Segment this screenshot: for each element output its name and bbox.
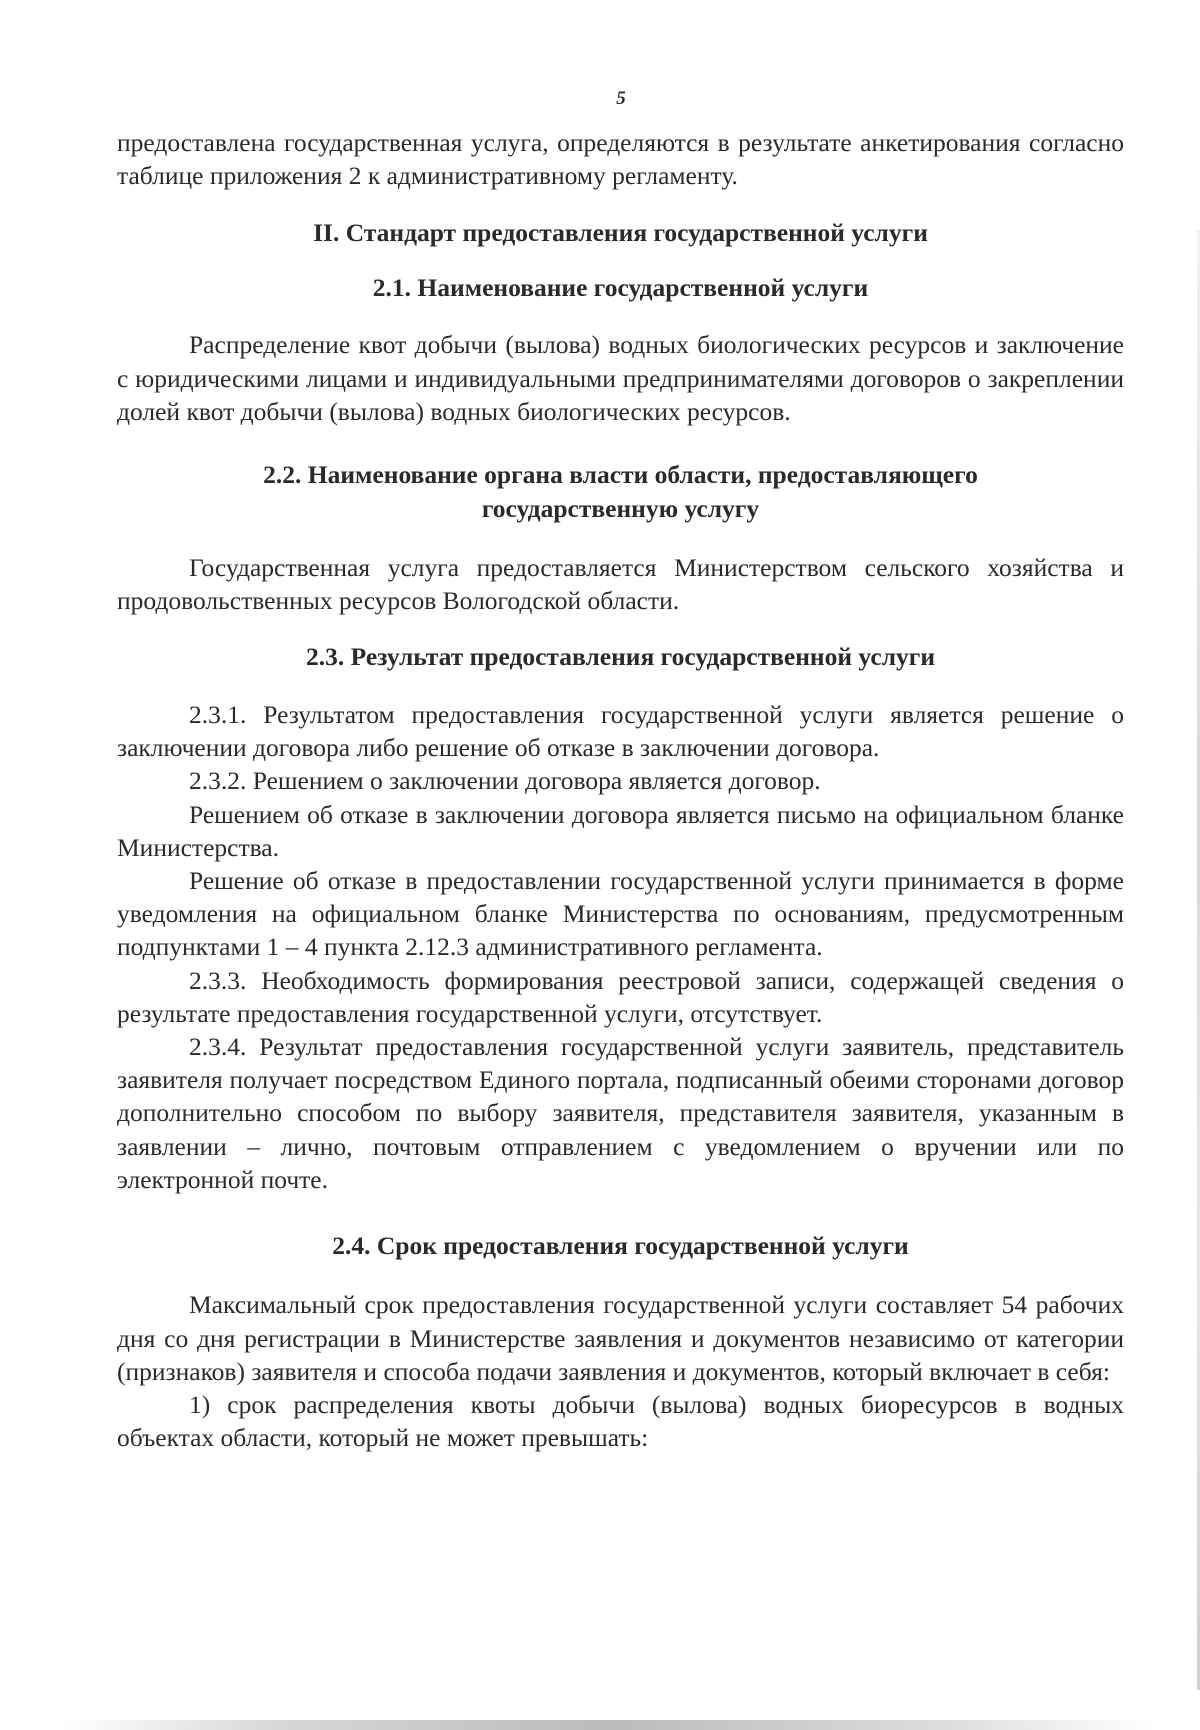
paragraph-2-4: Максимальный срок предоставления государственной услуги составляет 54 рабочих дня со дня регистрации в Министерстве заявления и документов независимо от категории (признаков) заявителя и способа подачи заявления и документов, который включает в себя:	[117, 1290, 1124, 1386]
subsection-heading-2-2-line2: государственную услугу	[481, 493, 760, 523]
subsection-heading-2-4: 2.4. Срок предоставления государственной услуги	[332, 1230, 909, 1260]
paragraph-2-3-2: 2.3.2. Решением о заключении договора является договор.	[189, 766, 821, 796]
subsection-heading-2-3: 2.3. Результат предоставления государственной услуги	[305, 642, 936, 672]
intro-paragraph: предоставлена государственная услуга, определяются в результате анкетирования согласно таблице приложения 2 к административному регламенту.	[117, 128, 1124, 191]
subsection-heading-2-2	[117, 458, 1124, 525]
subsection-heading-2-2-line1: 2.2. Наименование органа власти области, предоставляющего	[263, 460, 978, 490]
subsection-heading-2-1: 2.1. Наименование государственной услуги	[372, 272, 869, 302]
scan-bottom-shadow	[60, 1720, 1160, 1730]
paragraph-2-2: Государственная услуга предоставляется Министерством сельского хозяйства и продовольственных ресурсов Вологодской области.	[117, 553, 1124, 616]
page-number: 5	[616, 88, 626, 109]
paragraph-2-4-item-1: 1) срок распределения квоты добычи (вылова) водных биоресурсов в водных объектах области, который не может превышать:	[117, 1390, 1124, 1453]
paragraph-2-3-2-refusal-notice: Решение об отказе в предоставлении государственной услуги принимается в форме уведомления на официальном бланке Министерства по основаниям, предусмотренным подпунктами 1 – 4 пункта 2.12.3 административного регламента.	[117, 865, 1124, 962]
section-heading: II. Стандарт предоставления государственной услуги	[313, 218, 928, 248]
paragraph-2-3-4: 2.3.4. Результат предоставления государственной услуги заявитель, представитель заявителя получает посредством Единого портала, подписанный обеими сторонами договор дополнительно способом по выбору заявителя, представителя заявителя, указанным в заявлении – лично, почтовым отправлением с уведомлением о вручении или по электронной почте.	[117, 1031, 1124, 1194]
paragraph-2-3-1: 2.3.1. Результатом предоставления государственной услуги является решение о заключении договора либо решение об отказе в заключении договора.	[117, 699, 1124, 763]
paragraph-2-1: Распределение квот добычи (вылова) водных биологических ресурсов и заключение с юридическими лицами и индивидуальными предпринимателями договоров о закреплении долей квот добычи (вылова) водных биологических ресурсов.	[117, 330, 1124, 426]
paragraph-2-3-3: 2.3.3. Необходимость формирования реестровой записи, содержащей сведения о результате предоставления государственной услуги, отсутствует.	[117, 965, 1124, 1028]
document-body	[117, 126, 1124, 1454]
paragraph-2-3-2-refusal-letter: Решением об отказе в заключении договора является письмо на официальном бланке Министерства.	[117, 799, 1124, 862]
